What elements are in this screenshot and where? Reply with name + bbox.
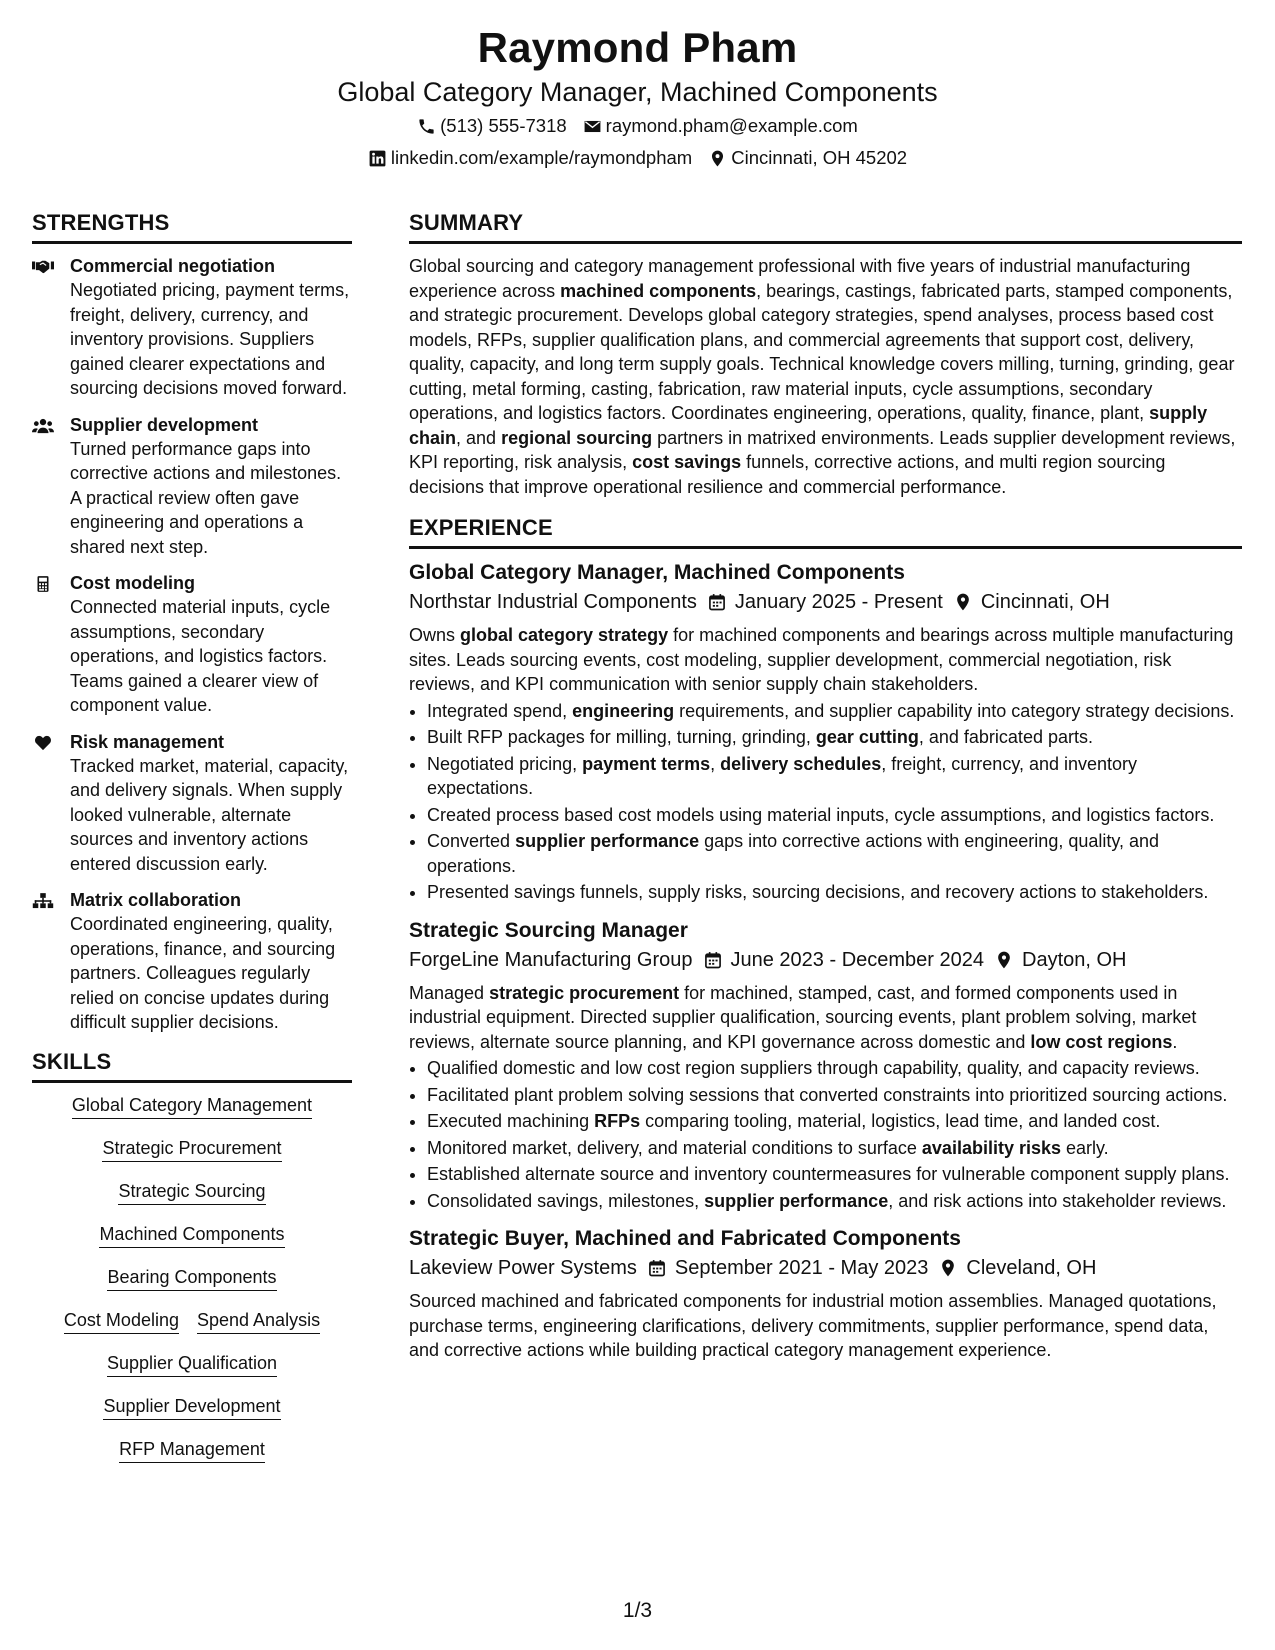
email-icon — [583, 117, 602, 136]
strength-title: Matrix collaboration — [70, 890, 242, 910]
bullet-item — [427, 1083, 1242, 1108]
job-dates-text: September 2021 - May 2023 — [674, 1257, 929, 1279]
contact-phone — [417, 110, 567, 142]
skill-row — [32, 1351, 352, 1377]
job-title: Global Category Manager, Machined Components — [409, 561, 905, 584]
linkedin-icon — [368, 149, 387, 168]
job-description — [409, 981, 1242, 1055]
text-run: Facilitated plant problem solving sessions that converted constraints into prioritized sourcing actions. — [427, 1084, 1228, 1105]
company-name: Lakeview Power Systems — [409, 1257, 637, 1279]
bullet-item — [427, 1162, 1242, 1187]
job-location-text: Dayton, OH — [1022, 948, 1127, 971]
emphasis-text: global category strategy — [460, 625, 669, 645]
job-meta — [409, 1253, 1242, 1283]
linkedin-text[interactable]: linkedin.com/example/raymondpham — [390, 147, 693, 168]
emphasis-text: availability risks — [921, 1137, 1061, 1158]
strength-body — [70, 413, 352, 560]
job-bullets — [409, 699, 1242, 905]
text-run: comparing tooling, material, logistics, lead time, and landed cost. — [640, 1111, 1161, 1131]
text-run: gaps into corrective actions with engineering, quality, and operations. — [427, 831, 1160, 876]
text-run: requirements, and supplier capability into category strategy decisions. — [674, 700, 1235, 721]
org-chart-icon — [32, 891, 54, 911]
skill-tag: Strategic Sourcing — [118, 1179, 265, 1205]
experience-entry — [409, 1225, 1242, 1363]
strengths-heading: STRENGTHS — [32, 208, 352, 244]
location-text: Cincinnati, OH 45202 — [731, 147, 908, 168]
phone-icon — [417, 117, 436, 136]
strength-title: Commercial negotiation — [70, 256, 276, 276]
job-location-text: Cincinnati, OH — [980, 591, 1110, 613]
emphasis-text: regional sourcing — [501, 427, 653, 448]
job-dates-text: January 2025 - Present — [734, 591, 943, 613]
strength-description: Tracked market, material, capacity, and delivery signals. When supply looked vulnerable, alternate sources and inventory actions entered discussion early. — [70, 755, 349, 874]
job-dates — [707, 587, 943, 617]
strength-title: Risk management — [70, 731, 225, 752]
job-dates — [647, 1253, 929, 1283]
strength-item — [32, 254, 352, 401]
calendar-icon — [647, 1258, 667, 1278]
strength-icon-wrap — [32, 730, 70, 877]
skill-tag: Supplier Qualification — [107, 1351, 277, 1377]
bullet-item — [427, 829, 1242, 878]
text-run: for machined, stamped, cast, and formed components used in industrial equipment. Directed supplier qualification, sourcing events, plant problem solving, market reviews, alternate source planning, and KPI governance across domestic and — [409, 982, 1197, 1052]
strength-description: Connected material inputs, cycle assumptions, secondary operations, and logistics factors. Teams gained a clearer view of component value. — [70, 597, 331, 715]
job-location — [938, 1253, 1096, 1283]
skill-tag: Global Category Management — [72, 1093, 312, 1119]
text-run: Established alternate source and inventory countermeasures for vulnerable component supply plans. — [427, 1164, 1230, 1184]
skill-row — [32, 1222, 352, 1248]
job-title: Strategic Sourcing Manager — [409, 918, 688, 942]
summary-text — [409, 254, 1242, 499]
strength-icon-wrap — [32, 888, 70, 1035]
skill-tag: Supplier Development — [103, 1394, 280, 1420]
bullet-item — [427, 880, 1242, 905]
job-location — [994, 945, 1126, 975]
job-dates — [703, 945, 985, 975]
text-run: Sourced machined and fabricated components for industrial motion assemblies. Managed quotations, purchase terms, engineering clarifications, delivery commitments, supplier performance, spend data, and corrective actions while building practical category management experience. — [409, 1291, 1217, 1360]
emphasis-text: payment terms — [582, 753, 711, 774]
emphasis-text: supplier performance — [704, 1190, 889, 1211]
bullet-item — [427, 1136, 1242, 1161]
job-dates-text: June 2023 - December 2024 — [730, 948, 984, 971]
strength-item — [32, 730, 352, 877]
skill-row — [32, 1093, 352, 1119]
text-run: early. — [1061, 1137, 1109, 1158]
candidate-headline: Global Category Manager, Machined Components — [337, 77, 938, 107]
experience-list — [409, 559, 1242, 1363]
text-run: . — [1172, 1031, 1178, 1052]
text-run: funnels, corrective actions, and multi region sourcing decisions that improve operational resilience and commercial performance. — [409, 452, 1166, 497]
text-run: Owns — [409, 625, 461, 645]
map-pin-icon — [708, 149, 727, 168]
bullet-item — [427, 1189, 1242, 1214]
text-run: Integrated spend, — [427, 700, 573, 721]
summary-heading: SUMMARY — [409, 208, 1242, 244]
resume-header — [0, 22, 1275, 174]
emphasis-text: machined components — [560, 280, 757, 301]
job-description — [409, 1289, 1242, 1363]
skills-list — [32, 1093, 352, 1463]
strength-body — [70, 730, 352, 877]
strength-body — [70, 888, 352, 1035]
text-run: Global sourcing and category management professional with five years of industrial manufacturing experience across — [409, 256, 1191, 301]
text-run: Built RFP packages for milling, turning, grinding, — [427, 727, 816, 747]
emphasis-text: gear cutting — [815, 727, 919, 747]
strength-body — [70, 571, 352, 718]
emphasis-text: low cost regions — [1030, 1031, 1173, 1052]
text-run: Consolidated savings, milestones, — [427, 1190, 705, 1211]
text-run: , freight, currency, and inventory expectations. — [427, 753, 1138, 798]
text-run: partners in matrixed environments. Leads supplier development reviews, KPI reporting, risk analysis, — [409, 427, 1236, 472]
strength-description: Negotiated pricing, payment terms, freight, delivery, currency, and inventory provisions. Suppliers gained clearer expectations and sourcing decisions moved forward. — [70, 280, 350, 398]
page-number: 1/3 — [622, 1599, 653, 1622]
map-pin-icon — [953, 592, 973, 612]
skill-row — [32, 1437, 352, 1463]
map-pin-icon — [938, 1258, 958, 1278]
company-name: ForgeLine Manufacturing Group — [409, 948, 693, 971]
users-icon — [32, 416, 54, 436]
strength-body — [70, 254, 352, 401]
emphasis-text: engineering — [572, 700, 675, 721]
emphasis-text: RFPs — [594, 1111, 641, 1131]
job-description — [409, 623, 1242, 697]
skill-row — [32, 1394, 352, 1420]
experience-entry — [409, 559, 1242, 905]
email-text[interactable]: raymond.pham@example.com — [605, 115, 858, 136]
strength-description: Coordinated engineering, quality, operations, finance, and sourcing partners. Colleagues regularly relied on concise updates during difficult supplier decisions. — [70, 914, 336, 1032]
bullet-item — [427, 752, 1242, 801]
skill-tag: Cost Modeling — [64, 1308, 179, 1334]
job-bullets — [409, 1056, 1242, 1213]
bullet-item — [427, 725, 1242, 750]
text-run: Qualified domestic and low cost region suppliers through capability, quality, and capacity reviews. — [427, 1058, 1200, 1078]
calculator-icon — [32, 574, 54, 594]
strength-description: Turned performance gaps into corrective actions and milestones. A practical review often gave engineering and operations a shared next step. — [70, 438, 342, 557]
emphasis-text: strategic procurement — [489, 982, 680, 1003]
text-run: , bearings, castings, fabricated parts, stamped components, and strategic procurement. Develops global category strategies, spend analyses, process based cost models, RFPs, supplier qualification plans, and commercial agreements that support cost, delivery, quality, capacity, and long term supply goals. Technical knowledge covers milling, turning, grinding, gear cutting, metal forming, casting, fabrication, raw material inputs, cycle assumptions, secondary operations, and logistics factors. Coordinates engineering, operations, quality, finance, plant, — [409, 280, 1235, 423]
job-title: Strategic Buyer, Machined and Fabricated Components — [409, 1227, 961, 1250]
emphasis-text: delivery schedules — [720, 753, 882, 774]
skill-row — [32, 1308, 352, 1334]
map-pin-icon — [994, 950, 1014, 970]
contact-linkedin[interactable] — [368, 142, 692, 174]
text-run: Executed machining — [427, 1111, 595, 1131]
contact-email[interactable] — [583, 110, 858, 142]
heart-icon — [32, 733, 54, 753]
text-run: for machined components and bearings across multiple manufacturing sites. Leads sourcing events, cost modeling, supplier development, commercial negotiation, risk reviews, and KPI communication with senior supply chain stakeholders. — [409, 625, 1234, 694]
skill-row — [32, 1179, 352, 1205]
contact-location — [708, 142, 907, 174]
text-run: Monitored market, delivery, and material conditions to surface — [427, 1137, 922, 1158]
strength-title: Supplier development — [70, 414, 259, 435]
text-run: , and — [456, 427, 502, 448]
skills-heading: SKILLS — [32, 1047, 352, 1083]
skill-tag: Machined Components — [99, 1222, 284, 1248]
candidate-name: Raymond Pham — [477, 24, 798, 71]
experience-heading: EXPERIENCE — [409, 513, 1242, 549]
text-run: , and risk actions into stakeholder reviews. — [888, 1190, 1227, 1211]
skill-row — [32, 1136, 352, 1162]
text-run: Negotiated pricing, — [427, 753, 583, 774]
strengths-list — [32, 254, 352, 1035]
bullet-item — [427, 803, 1242, 828]
calendar-icon — [707, 592, 727, 612]
bullet-item — [427, 1109, 1242, 1134]
calendar-icon — [703, 950, 723, 970]
skill-tag: Strategic Procurement — [102, 1136, 281, 1162]
bullet-item — [427, 1056, 1242, 1081]
contact-row-2 — [0, 142, 1275, 174]
skill-tag: Spend Analysis — [197, 1308, 320, 1334]
text-run: Managed — [409, 982, 490, 1003]
strength-title: Cost modeling — [70, 573, 195, 593]
text-run: , and fabricated parts. — [918, 727, 1093, 747]
experience-entry — [409, 917, 1242, 1214]
emphasis-text: supply chain — [409, 403, 1208, 448]
text-run: , — [710, 753, 721, 774]
job-meta — [409, 945, 1242, 975]
emphasis-text: cost savings — [632, 452, 742, 472]
emphasis-text: supplier performance — [515, 831, 700, 851]
strength-item — [32, 571, 352, 718]
job-meta — [409, 587, 1242, 617]
handshake-icon — [32, 257, 54, 277]
strength-icon-wrap — [32, 254, 70, 401]
skill-tag: Bearing Components — [107, 1265, 276, 1291]
strength-item — [32, 888, 352, 1035]
bullet-item — [427, 699, 1242, 724]
job-location-text: Cleveland, OH — [966, 1257, 1097, 1279]
strength-item — [32, 413, 352, 560]
contact-row-1 — [0, 110, 1275, 142]
job-location — [953, 587, 1110, 617]
right-column — [409, 208, 1242, 1375]
skill-row — [32, 1265, 352, 1291]
skill-tag: RFP Management — [119, 1437, 265, 1463]
text-run: Converted — [427, 831, 516, 851]
strength-icon-wrap — [32, 571, 70, 718]
left-column — [32, 208, 352, 1480]
text-run: Presented savings funnels, supply risks, sourcing decisions, and recovery actions to stakeholders. — [427, 882, 1209, 902]
phone-text: (513) 555-7318 — [440, 115, 567, 136]
strength-icon-wrap — [32, 413, 70, 560]
company-name: Northstar Industrial Components — [409, 591, 697, 613]
text-run: Created process based cost models using material inputs, cycle assumptions, and logistics factors. — [427, 804, 1215, 825]
